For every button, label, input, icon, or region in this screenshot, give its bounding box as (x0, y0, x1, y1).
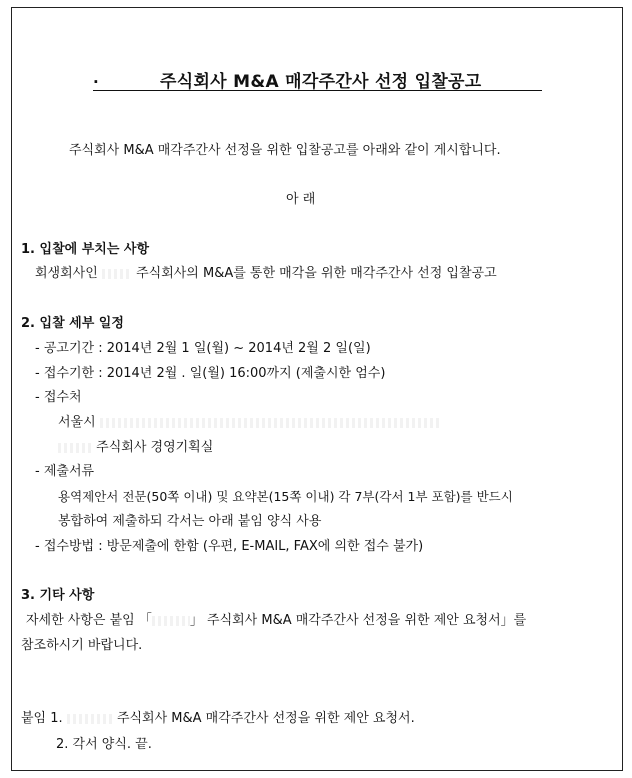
location-line-2 (58, 440, 213, 456)
location-city: 서울시 (58, 415, 96, 430)
attachment-1 (21, 711, 415, 727)
docs-label: - 제출서류 (35, 464, 95, 479)
section-3-heading: 3. 기타 사항 (21, 588, 95, 603)
attachment-label: 붙임 1. (21, 711, 63, 726)
schedule-period: - 공고기간 : 2014년 2월 1 일(월) ~ 2014년 2월 2 일(일) (35, 341, 371, 356)
section-3-line-1 (26, 613, 526, 629)
location-dept: 주식회사 경영기획실 (96, 440, 214, 455)
redacted-address (100, 418, 440, 428)
redacted-company-name (67, 714, 113, 724)
submission-method: - 접수방법 : 방문제출에 한함 (우편, E-MAIL, FAX에 의한 접수 불가) (35, 539, 424, 554)
location-line-1 (58, 415, 440, 431)
section-3-line-2: 참조하시기 바랍니다. (21, 638, 143, 653)
section-1-suffix: 주식회사의 M&A를 통한 매각을 위한 매각주간사 선정 입찰공고 (136, 266, 497, 281)
title-underline (93, 66, 542, 91)
section-1-prefix: 회생회사인 (35, 266, 98, 281)
section-3-suffix: 」 주식회사 M&A 매각주간사 선정을 위한 제안 요청서」를 (189, 613, 527, 628)
section-3-prefix: 자세한 사항은 붙임 「 (26, 613, 152, 628)
redacted-company-name (58, 443, 92, 453)
docs-line-2: 봉합하여 제출하되 각서는 아래 붙임 양식 사용 (58, 514, 322, 529)
section-1-heading: 1. 입찰에 부치는 사항 (21, 242, 150, 257)
title-dot: . (93, 69, 99, 87)
attachment-1-text: 주식회사 M&A 매각주간사 선정을 위한 제안 요청서. (116, 711, 415, 726)
location-label: - 접수처 (35, 390, 82, 405)
docs-line-1: 용역제안서 전문(50쪽 이내) 및 요약본(15쪽 이내) 각 7부(각서 1부 포함)를 반드시 (58, 489, 513, 504)
page-title: 주식회사 M&A 매각주간사 선정 입찰공고 (160, 72, 482, 92)
intro-text: 주식회사 M&A 매각주간사 선정을 위한 입찰공고를 아래와 같이 게시합니다. (69, 143, 501, 158)
redacted-company-name (102, 269, 132, 279)
section-2-heading: 2. 입찰 세부 일정 (21, 316, 124, 331)
redacted-company-name (152, 616, 190, 626)
schedule-deadline: - 접수기한 : 2014년 2월 . 일(월) 16:00까지 (제출시한 엄수) (35, 366, 386, 381)
attachment-2: 2. 각서 양식. 끝. (56, 737, 152, 752)
notice-heading: 아 래 (286, 192, 316, 207)
section-1-line (35, 266, 497, 282)
document-frame (11, 7, 623, 771)
